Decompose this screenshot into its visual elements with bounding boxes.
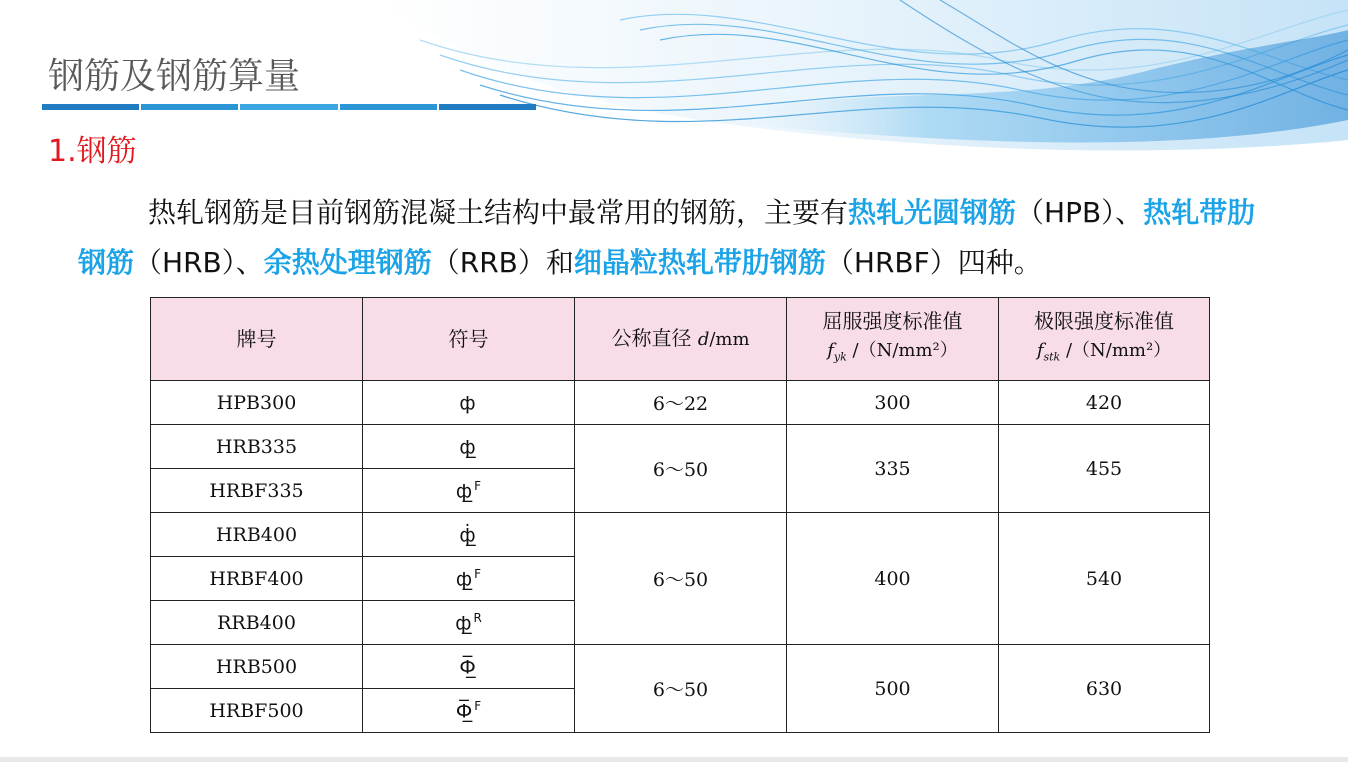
cell-yield: 400 [787, 513, 999, 645]
symbol-superscript: F [474, 698, 482, 713]
cell-symbol [363, 469, 575, 513]
header-diameter [575, 298, 787, 381]
title-underline-bar [42, 104, 538, 110]
cell-symbol [363, 689, 575, 733]
rebar-symbol-icon: ф̲ [455, 480, 473, 503]
cell-symbol [363, 557, 575, 601]
cell-ultimate: 455 [999, 425, 1210, 513]
cell-diameter: 6～50 [575, 425, 787, 513]
header-ultimate-unit: /（N/mm²） [1065, 339, 1172, 361]
symbol-superscript: F [474, 566, 482, 581]
intro-text: （HPB）、 [1016, 196, 1144, 229]
intro-highlight: 热轧带肋钢筋 [78, 196, 1256, 279]
header-diameter-var: d [697, 329, 710, 350]
rebar-symbol-icon: ф̲ [459, 436, 476, 459]
header-yield-strength [787, 298, 999, 381]
header-diameter-unit: /mm [709, 329, 750, 350]
cell-diameter: 6～50 [575, 513, 787, 645]
intro-highlight: 余热处理钢筋 [263, 246, 432, 279]
cell-yield: 300 [787, 381, 999, 425]
rebar-symbol-icon: Ф̲̅ [455, 700, 473, 723]
header-ultimate-sub: stk [1043, 350, 1061, 364]
rebar-symbol-icon: ф̲̇ [459, 524, 476, 547]
intro-highlight: 细晶粒热轧带肋钢筋 [573, 246, 826, 279]
header-yield-var: f [827, 339, 834, 361]
header-yield-title: 屈服强度标准值 [822, 308, 963, 333]
cell-grade: HRBF400 [151, 557, 363, 601]
table-row [151, 513, 1210, 557]
intro-highlight: 热轧光圆钢筋 [848, 196, 1017, 229]
rebar-symbol-icon: ф̲ [455, 612, 472, 635]
title-bar-segment [439, 104, 536, 110]
table-row [151, 645, 1210, 689]
title-bar-segment [42, 104, 139, 110]
intro-text: 热轧钢筋是目前钢筋混凝土结构中最常用的钢筋，主要有 [148, 196, 849, 229]
cell-yield: 500 [787, 645, 999, 733]
title-bar-segment [141, 104, 238, 110]
cell-symbol [363, 645, 575, 689]
header-yield-unit-line [787, 336, 998, 373]
intro-paragraph [78, 188, 1278, 288]
cell-grade: HRBF335 [151, 469, 363, 513]
rebar-symbol-icon: ф̲ [455, 568, 473, 591]
intro-text: （HRBF）四种。 [825, 246, 1042, 279]
cell-ultimate: 420 [999, 381, 1210, 425]
header-ultimate-title: 极限强度标准值 [1034, 308, 1174, 333]
cell-grade: HPB300 [151, 381, 363, 425]
cell-diameter: 6～50 [575, 645, 787, 733]
cell-grade: HRB500 [151, 645, 363, 689]
section-heading: 1.钢筋 [48, 134, 137, 169]
cell-symbol [363, 513, 575, 557]
cell-symbol [363, 381, 575, 425]
header-symbol: 符号 [363, 298, 575, 381]
header-ultimate-var: f [1036, 339, 1044, 361]
header-yield-sub: yk [833, 350, 847, 364]
rebar-symbol-icon: Ф̲̅ [459, 656, 476, 679]
cell-grade: HRB335 [151, 425, 363, 469]
cell-grade: HRB400 [151, 513, 363, 557]
header-ultimate-strength [999, 298, 1210, 381]
rebar-symbol-icon: ф [459, 392, 476, 415]
header-grade: 牌号 [151, 298, 363, 381]
header-ultimate-unit-line [999, 336, 1209, 373]
page-title: 钢筋及钢筋算量 [48, 56, 301, 97]
table-row [151, 425, 1210, 469]
cell-grade: RRB400 [151, 601, 363, 645]
title-bar-segment [340, 104, 437, 110]
cell-ultimate: 630 [999, 645, 1210, 733]
intro-text: （HRB）、 [134, 246, 264, 279]
symbol-superscript: R [473, 610, 482, 625]
cell-grade: HRBF500 [151, 689, 363, 733]
cell-ultimate: 540 [999, 513, 1210, 645]
cell-diameter: 6～22 [575, 381, 787, 425]
title-bar-segment [240, 104, 337, 110]
cell-yield: 335 [787, 425, 999, 513]
cell-symbol [363, 425, 575, 469]
symbol-superscript: F [474, 478, 482, 493]
table-header-row [151, 298, 1210, 381]
header-yield-unit: /（N/mm²） [852, 339, 958, 361]
header-diameter-text: 公称直径 [611, 326, 692, 350]
cell-symbol [363, 601, 575, 645]
rebar-spec-table [150, 297, 1210, 733]
intro-text: （RRB）和 [431, 246, 574, 279]
table-row [151, 381, 1210, 425]
